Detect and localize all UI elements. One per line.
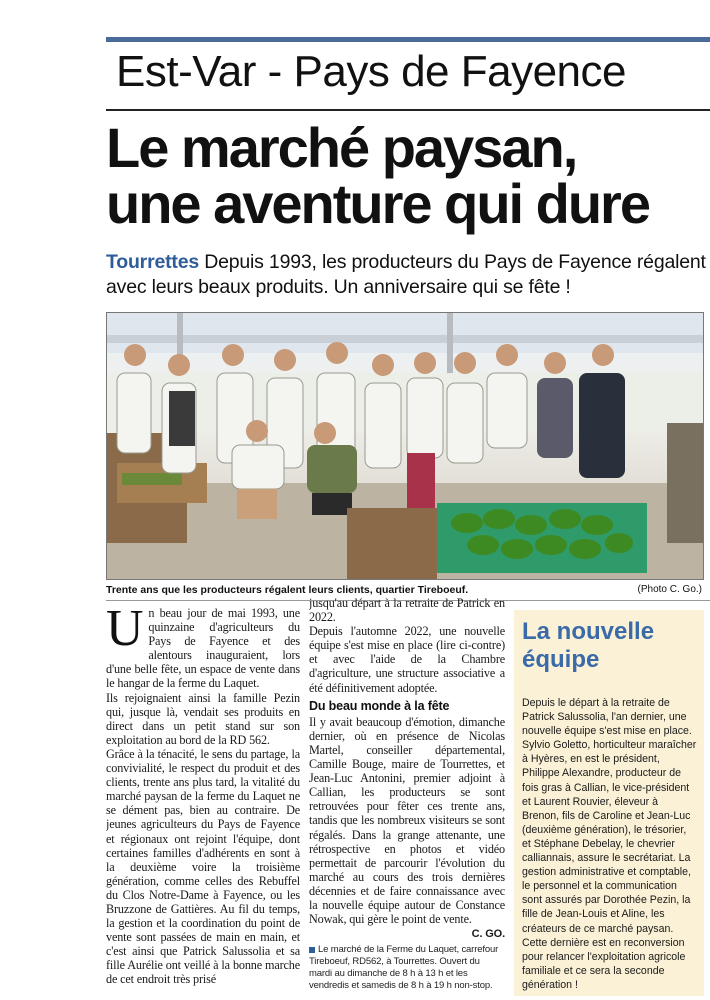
top-rule	[106, 37, 710, 42]
dek-place: Tourrettes	[106, 251, 199, 273]
article-paragraph-3: Grâce à la ténacité, le sens du partage, la convivialité, le respect du produit et des clients, trente ans plus tard, la vitalité du marché paysan de la ferme du Laquet ne se dément pas, bien au contraire. De jeunes agriculteurs du Pays de Fayence et régionaux ont rejoint l'équipe, dont certaines familles d'adhérents en sont à la deuxième voire la troisième génération, comme celles des Rebuffel du Clos Notre-Dame à Fayence, ou les Bruzzone de Gattières. Au fil du temps, la gestion et la coordination du point de vente sont passées de main en main, et c'est ainsi que Patrick Salussolia et sa fille Aurélie ont veillé à la bonne marche de cet endroit très prisé	[106, 746, 300, 987]
photo-caption: Trente ans que les producteurs régalent leurs clients, quartier Tireboeuf.	[106, 584, 469, 596]
article-paragraph-5: Depuis l'automne 2022, une nouvelle équipe s'est mise en place (lire ci-contre) et avec l'aide de la Chambre d'agriculture, une structure associative a été définitivement adoptée.	[309, 624, 505, 695]
dek-text: Depuis 1993, les producteurs du Pays de Fayence régalent avec leurs beaux produits. Un anniversaire qui se fête !	[106, 251, 706, 298]
sidebar-text: Depuis le départ à la retraite de Patrick Salussolia, l'an dernier, une nouvelle équipe s'est mise en place. Sylvio Goletto, horticulteur maraîcher à Hyères, en est le président, Philippe Alexandre, producteur de fois gras à Callian, le vice-président et Laurent Rouvier, éleveur à Brenon, fils de Caroline et Jean-Luc (deuxième génération), le trésorier, et Stéphane Debelay, le chevrier calliannais, assure le secrétariat. La gestion administrative et comptable, le personnel et la communication sont assurés par Dorothée Pezin, la fille de Jean-Louis et Aline, les créateurs de ce marché paysan. Cette dernière est en reconversion pour relancer l'exploitation agricole familiale et ce sera la seconde génération !	[522, 697, 697, 991]
headline-line-2: une aventure qui dure	[106, 172, 649, 235]
photo-credit: (Photo C. Go.)	[637, 584, 702, 595]
group-photo	[106, 312, 704, 580]
practical-info: Le marché de la Ferme du Laquet, carrefour Tireboeuf, RD562, à Tourrettes. Ouvert du mardi au dimanche de 8 h à 13 h et les vendredis et samedis de 8 h à 19 h non-stop.	[309, 944, 499, 992]
bullet-square-icon	[309, 947, 315, 953]
article-paragraph-6: Il y avait beaucoup d'émotion, dimanche dernier, où en présence de Nicolas Martel, conseiller départemental, Camille Bouge, maire de Tourrettes, et Jean-Luc Antonini, premier adjoint à Callian, les producteurs se sont retrouvées pour fêter ces trente ans, tandis que les nombreux visiteurs se sont régalés. Dans la grange attenante, une rétrospective en photos et vidéo permettait de parcourir l'évolution du marché au cours des trois dernières décennies et de faire connaissance avec la nouvelle équipe autour de Constance Nowak, qui gère le point de vente.	[309, 714, 505, 927]
group-photo-illustration	[107, 313, 704, 580]
section-title: Est-Var - Pays de Fayence	[116, 47, 626, 96]
sidebar-box	[514, 610, 704, 996]
article-paragraph-4: jusqu'au départ à la retraite de Patrick en 2022.	[309, 596, 505, 625]
article-subhead: Du beau monde à la fête	[309, 698, 450, 713]
author-signature: C. GO.	[471, 928, 505, 941]
dek	[106, 250, 710, 300]
headline	[106, 116, 710, 235]
drop-cap: U	[106, 606, 144, 657]
article-column-1	[106, 606, 300, 996]
article-column-2	[309, 596, 505, 1000]
sidebar-title: La nouvelle équipe	[522, 618, 655, 673]
article-paragraph-2: Ils rejoignaient ainsi la famille Pezin qui, jusque là, vendait ses produits en direct dans un petit stand sur son exploitation au bord de la RD 562.	[106, 690, 300, 747]
headline-line-1: Le marché paysan,	[106, 116, 577, 179]
article-paragraph-1: Un beau jour de mai 1993, une quinzaine d'agriculteurs du Pays de Fayence et des alentours inauguraient, lors d'une belle fête, un espace de vente dans le hangar de la ferme du Laquet.	[106, 606, 300, 691]
section-rule	[106, 109, 710, 111]
